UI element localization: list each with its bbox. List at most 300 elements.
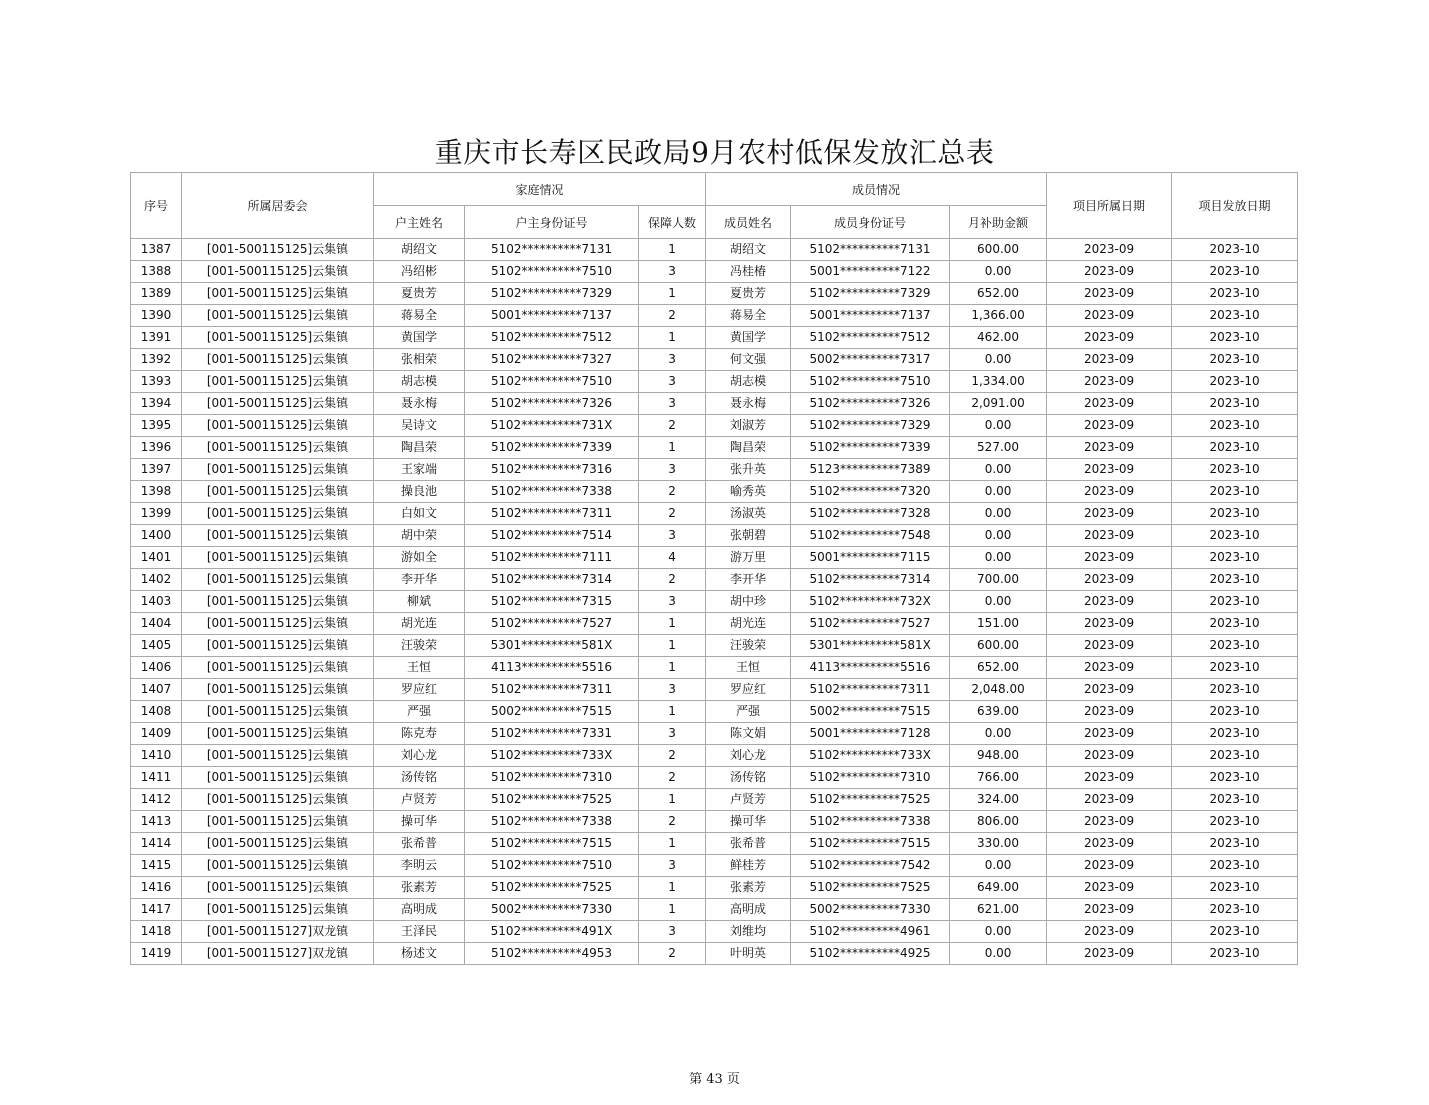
table-row (131, 789, 1298, 811)
cell-head-id: 5102**********7311 (465, 503, 639, 525)
cell-monthly-amount: 649.00 (950, 877, 1047, 899)
cell-committee: [001-500115125]云集镇 (182, 371, 374, 393)
cell-member-id: 5102**********7329 (791, 283, 950, 305)
cell-seq: 1400 (131, 525, 182, 547)
cell-protected-count: 2 (639, 503, 706, 525)
cell-member-id: 5301**********581X (791, 635, 950, 657)
cell-member-id: 5102**********7515 (791, 833, 950, 855)
cell-project-date: 2023-09 (1047, 591, 1172, 613)
table-row (131, 371, 1298, 393)
cell-head-name: 冯绍彬 (374, 261, 465, 283)
cell-head-id: 5102**********7314 (465, 569, 639, 591)
cell-head-id: 5102**********7338 (465, 811, 639, 833)
cell-head-name: 柳斌 (374, 591, 465, 613)
table-row (131, 613, 1298, 635)
header-member-group: 成员情况 (706, 173, 1047, 206)
cell-monthly-amount: 600.00 (950, 239, 1047, 261)
cell-head-name: 操良池 (374, 481, 465, 503)
cell-seq: 1417 (131, 899, 182, 921)
cell-protected-count: 1 (639, 789, 706, 811)
cell-monthly-amount: 462.00 (950, 327, 1047, 349)
cell-committee: [001-500115125]云集镇 (182, 811, 374, 833)
cell-member-id: 5102**********7329 (791, 415, 950, 437)
cell-monthly-amount: 0.00 (950, 921, 1047, 943)
cell-project-date: 2023-09 (1047, 261, 1172, 283)
cell-project-date: 2023-09 (1047, 305, 1172, 327)
cell-member-id: 5002**********7317 (791, 349, 950, 371)
cell-seq: 1405 (131, 635, 182, 657)
cell-head-id: 5102**********7311 (465, 679, 639, 701)
cell-monthly-amount: 0.00 (950, 723, 1047, 745)
cell-head-name: 陶昌荣 (374, 437, 465, 459)
cell-committee: [001-500115125]云集镇 (182, 635, 374, 657)
cell-project-date: 2023-09 (1047, 481, 1172, 503)
cell-member-id: 5102**********7314 (791, 569, 950, 591)
cell-seq: 1413 (131, 811, 182, 833)
cell-seq: 1418 (131, 921, 182, 943)
cell-member-id: 5102**********7338 (791, 811, 950, 833)
cell-committee: [001-500115125]云集镇 (182, 437, 374, 459)
cell-monthly-amount: 1,334.00 (950, 371, 1047, 393)
cell-monthly-amount: 0.00 (950, 525, 1047, 547)
cell-member-name: 鲜桂芳 (706, 855, 791, 877)
cell-committee: [001-500115125]云集镇 (182, 415, 374, 437)
page-number: 第 43 页 (689, 1072, 740, 1087)
cell-member-id: 5002**********7330 (791, 899, 950, 921)
cell-head-id: 4113**********5516 (465, 657, 639, 679)
cell-issue-date: 2023-10 (1172, 591, 1298, 613)
cell-protected-count: 3 (639, 921, 706, 943)
cell-monthly-amount: 0.00 (950, 591, 1047, 613)
cell-protected-count: 3 (639, 723, 706, 745)
cell-protected-count: 2 (639, 811, 706, 833)
cell-member-id: 5102**********7548 (791, 525, 950, 547)
cell-head-id: 5102**********7331 (465, 723, 639, 745)
table-row (131, 767, 1298, 789)
cell-issue-date: 2023-10 (1172, 657, 1298, 679)
cell-protected-count: 3 (639, 393, 706, 415)
cell-project-date: 2023-09 (1047, 921, 1172, 943)
cell-member-id: 5102**********732X (791, 591, 950, 613)
cell-member-name: 张朝碧 (706, 525, 791, 547)
cell-issue-date: 2023-10 (1172, 899, 1298, 921)
cell-member-id: 5102**********7339 (791, 437, 950, 459)
cell-committee: [001-500115125]云集镇 (182, 833, 374, 855)
cell-seq: 1410 (131, 745, 182, 767)
cell-member-name: 王恒 (706, 657, 791, 679)
cell-member-name: 蒋易全 (706, 305, 791, 327)
cell-member-id: 5102**********7525 (791, 789, 950, 811)
table-row (131, 327, 1298, 349)
cell-head-id: 5301**********581X (465, 635, 639, 657)
cell-protected-count: 3 (639, 261, 706, 283)
header-member-id: 成员身份证号 (791, 206, 950, 239)
cell-head-name: 操可华 (374, 811, 465, 833)
cell-committee: [001-500115125]云集镇 (182, 305, 374, 327)
cell-protected-count: 1 (639, 701, 706, 723)
cell-issue-date: 2023-10 (1172, 943, 1298, 965)
cell-committee: [001-500115125]云集镇 (182, 569, 374, 591)
cell-member-name: 汪骏荣 (706, 635, 791, 657)
cell-committee: [001-500115125]云集镇 (182, 745, 374, 767)
cell-member-name: 胡光连 (706, 613, 791, 635)
cell-protected-count: 2 (639, 481, 706, 503)
cell-head-id: 5102**********7339 (465, 437, 639, 459)
header-member-name: 成员姓名 (706, 206, 791, 239)
cell-committee: [001-500115125]云集镇 (182, 349, 374, 371)
cell-member-id: 5102**********7527 (791, 613, 950, 635)
cell-monthly-amount: 0.00 (950, 349, 1047, 371)
cell-committee: [001-500115125]云集镇 (182, 855, 374, 877)
cell-project-date: 2023-09 (1047, 701, 1172, 723)
table-row (131, 635, 1298, 657)
cell-project-date: 2023-09 (1047, 415, 1172, 437)
cell-project-date: 2023-09 (1047, 855, 1172, 877)
cell-member-id: 5102**********4925 (791, 943, 950, 965)
cell-member-id: 5102**********4961 (791, 921, 950, 943)
cell-project-date: 2023-09 (1047, 899, 1172, 921)
cell-monthly-amount: 151.00 (950, 613, 1047, 635)
cell-head-id: 5102**********7310 (465, 767, 639, 789)
table-row (131, 701, 1298, 723)
cell-seq: 1396 (131, 437, 182, 459)
cell-seq: 1394 (131, 393, 182, 415)
cell-member-name: 陶昌荣 (706, 437, 791, 459)
cell-head-name: 卢贤芳 (374, 789, 465, 811)
cell-member-id: 5123**********7389 (791, 459, 950, 481)
header-family-group: 家庭情况 (374, 173, 706, 206)
cell-project-date: 2023-09 (1047, 943, 1172, 965)
cell-issue-date: 2023-10 (1172, 701, 1298, 723)
cell-head-name: 聂永梅 (374, 393, 465, 415)
cell-committee: [001-500115125]云集镇 (182, 701, 374, 723)
cell-committee: [001-500115127]双龙镇 (182, 921, 374, 943)
summary-table (130, 172, 1298, 965)
cell-seq: 1419 (131, 943, 182, 965)
cell-committee: [001-500115125]云集镇 (182, 679, 374, 701)
cell-protected-count: 1 (639, 283, 706, 305)
table-header (131, 173, 1298, 239)
cell-head-id: 5102**********491X (465, 921, 639, 943)
cell-head-name: 张希普 (374, 833, 465, 855)
cell-committee: [001-500115125]云集镇 (182, 481, 374, 503)
cell-seq: 1389 (131, 283, 182, 305)
cell-member-name: 喻秀英 (706, 481, 791, 503)
cell-seq: 1415 (131, 855, 182, 877)
cell-member-name: 严强 (706, 701, 791, 723)
cell-issue-date: 2023-10 (1172, 371, 1298, 393)
cell-project-date: 2023-09 (1047, 723, 1172, 745)
cell-committee: [001-500115125]云集镇 (182, 459, 374, 481)
cell-member-name: 张希普 (706, 833, 791, 855)
cell-head-name: 白如文 (374, 503, 465, 525)
cell-issue-date: 2023-10 (1172, 503, 1298, 525)
cell-committee: [001-500115125]云集镇 (182, 525, 374, 547)
cell-member-name: 游万里 (706, 547, 791, 569)
table-body (131, 239, 1298, 965)
cell-issue-date: 2023-10 (1172, 833, 1298, 855)
table-row (131, 591, 1298, 613)
cell-head-name: 王家端 (374, 459, 465, 481)
cell-committee: [001-500115127]双龙镇 (182, 943, 374, 965)
cell-issue-date: 2023-10 (1172, 481, 1298, 503)
header-committee: 所属居委会 (182, 173, 374, 239)
cell-member-name: 冯桂椿 (706, 261, 791, 283)
table-row (131, 547, 1298, 569)
cell-member-id: 5102**********7542 (791, 855, 950, 877)
cell-member-name: 胡志模 (706, 371, 791, 393)
cell-issue-date: 2023-10 (1172, 283, 1298, 305)
cell-head-id: 5102**********7338 (465, 481, 639, 503)
cell-seq: 1409 (131, 723, 182, 745)
cell-issue-date: 2023-10 (1172, 569, 1298, 591)
cell-seq: 1402 (131, 569, 182, 591)
cell-monthly-amount: 2,091.00 (950, 393, 1047, 415)
cell-member-name: 刘心龙 (706, 745, 791, 767)
cell-member-id: 5102**********7310 (791, 767, 950, 789)
cell-issue-date: 2023-10 (1172, 393, 1298, 415)
cell-monthly-amount: 652.00 (950, 657, 1047, 679)
cell-head-name: 张素芳 (374, 877, 465, 899)
cell-head-id: 5102**********7527 (465, 613, 639, 635)
cell-protected-count: 2 (639, 745, 706, 767)
cell-head-id: 5002**********7515 (465, 701, 639, 723)
cell-protected-count: 1 (639, 327, 706, 349)
cell-monthly-amount: 0.00 (950, 943, 1047, 965)
cell-project-date: 2023-09 (1047, 393, 1172, 415)
cell-protected-count: 2 (639, 767, 706, 789)
cell-monthly-amount: 0.00 (950, 503, 1047, 525)
table-row (131, 481, 1298, 503)
cell-monthly-amount: 1,366.00 (950, 305, 1047, 327)
cell-head-name: 胡光连 (374, 613, 465, 635)
cell-head-id: 5002**********7330 (465, 899, 639, 921)
cell-monthly-amount: 0.00 (950, 459, 1047, 481)
cell-protected-count: 3 (639, 591, 706, 613)
cell-monthly-amount: 0.00 (950, 481, 1047, 503)
cell-seq: 1390 (131, 305, 182, 327)
cell-protected-count: 4 (639, 547, 706, 569)
cell-protected-count: 1 (639, 899, 706, 921)
cell-monthly-amount: 2,048.00 (950, 679, 1047, 701)
header-protected-count: 保障人数 (639, 206, 706, 239)
cell-issue-date: 2023-10 (1172, 459, 1298, 481)
cell-issue-date: 2023-10 (1172, 635, 1298, 657)
cell-monthly-amount: 0.00 (950, 547, 1047, 569)
cell-project-date: 2023-09 (1047, 657, 1172, 679)
cell-project-date: 2023-09 (1047, 503, 1172, 525)
table-row (131, 459, 1298, 481)
cell-head-name: 胡中荣 (374, 525, 465, 547)
cell-member-name: 汤淑英 (706, 503, 791, 525)
cell-head-id: 5102**********7131 (465, 239, 639, 261)
cell-monthly-amount: 527.00 (950, 437, 1047, 459)
cell-member-id: 5102**********7320 (791, 481, 950, 503)
cell-issue-date: 2023-10 (1172, 811, 1298, 833)
table-row (131, 349, 1298, 371)
table-row (131, 679, 1298, 701)
cell-committee: [001-500115125]云集镇 (182, 327, 374, 349)
cell-project-date: 2023-09 (1047, 635, 1172, 657)
cell-member-name: 黄国学 (706, 327, 791, 349)
cell-committee: [001-500115125]云集镇 (182, 767, 374, 789)
cell-monthly-amount: 948.00 (950, 745, 1047, 767)
table-row (131, 943, 1298, 965)
table-row (131, 261, 1298, 283)
cell-head-name: 吴诗文 (374, 415, 465, 437)
cell-protected-count: 1 (639, 239, 706, 261)
cell-head-id: 5102**********7510 (465, 261, 639, 283)
cell-head-name: 汪骏荣 (374, 635, 465, 657)
cell-member-name: 聂永梅 (706, 393, 791, 415)
cell-head-id: 5102**********731X (465, 415, 639, 437)
cell-issue-date: 2023-10 (1172, 349, 1298, 371)
cell-project-date: 2023-09 (1047, 349, 1172, 371)
cell-seq: 1414 (131, 833, 182, 855)
cell-protected-count: 3 (639, 371, 706, 393)
cell-head-name: 王泽民 (374, 921, 465, 943)
cell-member-name: 操可华 (706, 811, 791, 833)
cell-seq: 1412 (131, 789, 182, 811)
cell-member-name: 刘维均 (706, 921, 791, 943)
cell-head-name: 蒋易全 (374, 305, 465, 327)
cell-monthly-amount: 330.00 (950, 833, 1047, 855)
cell-head-name: 陈克寿 (374, 723, 465, 745)
cell-head-id: 5102**********7514 (465, 525, 639, 547)
cell-project-date: 2023-09 (1047, 437, 1172, 459)
cell-head-id: 5102**********7515 (465, 833, 639, 855)
cell-project-date: 2023-09 (1047, 239, 1172, 261)
cell-issue-date: 2023-10 (1172, 767, 1298, 789)
cell-issue-date: 2023-10 (1172, 723, 1298, 745)
cell-head-name: 游如全 (374, 547, 465, 569)
cell-protected-count: 1 (639, 877, 706, 899)
cell-member-name: 张素芳 (706, 877, 791, 899)
table-row (131, 415, 1298, 437)
cell-head-id: 5001**********7137 (465, 305, 639, 327)
cell-seq: 1407 (131, 679, 182, 701)
cell-member-name: 高明成 (706, 899, 791, 921)
cell-member-name: 胡绍文 (706, 239, 791, 261)
cell-member-id: 4113**********5516 (791, 657, 950, 679)
cell-issue-date: 2023-10 (1172, 547, 1298, 569)
cell-committee: [001-500115125]云集镇 (182, 613, 374, 635)
cell-committee: [001-500115125]云集镇 (182, 591, 374, 613)
cell-committee: [001-500115125]云集镇 (182, 657, 374, 679)
cell-project-date: 2023-09 (1047, 877, 1172, 899)
cell-project-date: 2023-09 (1047, 371, 1172, 393)
header-seq: 序号 (131, 173, 182, 239)
table-row (131, 305, 1298, 327)
cell-head-name: 胡绍文 (374, 239, 465, 261)
cell-head-id: 5102**********7315 (465, 591, 639, 613)
cell-monthly-amount: 806.00 (950, 811, 1047, 833)
cell-head-id: 5102**********7510 (465, 855, 639, 877)
cell-seq: 1395 (131, 415, 182, 437)
cell-project-date: 2023-09 (1047, 745, 1172, 767)
cell-protected-count: 1 (639, 437, 706, 459)
cell-head-name: 刘心龙 (374, 745, 465, 767)
cell-member-name: 胡中珍 (706, 591, 791, 613)
cell-issue-date: 2023-10 (1172, 437, 1298, 459)
cell-member-name: 张升英 (706, 459, 791, 481)
cell-project-date: 2023-09 (1047, 525, 1172, 547)
cell-member-name: 汤传铭 (706, 767, 791, 789)
cell-head-name: 罗应红 (374, 679, 465, 701)
cell-committee: [001-500115125]云集镇 (182, 547, 374, 569)
cell-member-id: 5102**********7510 (791, 371, 950, 393)
cell-protected-count: 3 (639, 679, 706, 701)
cell-member-id: 5001**********7137 (791, 305, 950, 327)
cell-member-id: 5102**********7512 (791, 327, 950, 349)
cell-issue-date: 2023-10 (1172, 855, 1298, 877)
cell-member-id: 5102**********7311 (791, 679, 950, 701)
cell-committee: [001-500115125]云集镇 (182, 789, 374, 811)
cell-head-id: 5102**********7525 (465, 789, 639, 811)
cell-seq: 1388 (131, 261, 182, 283)
cell-member-id: 5102**********7328 (791, 503, 950, 525)
cell-project-date: 2023-09 (1047, 613, 1172, 635)
table-row (131, 877, 1298, 899)
cell-head-name: 王恒 (374, 657, 465, 679)
table-row (131, 569, 1298, 591)
cell-project-date: 2023-09 (1047, 327, 1172, 349)
cell-issue-date: 2023-10 (1172, 327, 1298, 349)
cell-issue-date: 2023-10 (1172, 745, 1298, 767)
cell-committee: [001-500115125]云集镇 (182, 261, 374, 283)
cell-head-name: 李开华 (374, 569, 465, 591)
cell-member-name: 李开华 (706, 569, 791, 591)
cell-committee: [001-500115125]云集镇 (182, 723, 374, 745)
cell-head-id: 5102**********7326 (465, 393, 639, 415)
cell-seq: 1403 (131, 591, 182, 613)
cell-seq: 1406 (131, 657, 182, 679)
cell-project-date: 2023-09 (1047, 811, 1172, 833)
cell-head-name: 张相荣 (374, 349, 465, 371)
cell-protected-count: 1 (639, 635, 706, 657)
cell-head-name: 严强 (374, 701, 465, 723)
cell-member-id: 5002**********7515 (791, 701, 950, 723)
table-row (131, 503, 1298, 525)
cell-member-id: 5001**********7115 (791, 547, 950, 569)
cell-issue-date: 2023-10 (1172, 921, 1298, 943)
cell-head-id: 5102**********7525 (465, 877, 639, 899)
cell-committee: [001-500115125]云集镇 (182, 877, 374, 899)
cell-head-name: 汤传铭 (374, 767, 465, 789)
cell-seq: 1411 (131, 767, 182, 789)
header-issue-date: 项目发放日期 (1172, 173, 1298, 239)
cell-protected-count: 1 (639, 613, 706, 635)
cell-seq: 1387 (131, 239, 182, 261)
table-row (131, 283, 1298, 305)
table-row (131, 723, 1298, 745)
cell-head-name: 黄国学 (374, 327, 465, 349)
cell-committee: [001-500115125]云集镇 (182, 393, 374, 415)
cell-member-id: 5102**********7525 (791, 877, 950, 899)
table-row (131, 525, 1298, 547)
table-row (131, 899, 1298, 921)
cell-head-id: 5102**********7510 (465, 371, 639, 393)
table-row (131, 921, 1298, 943)
table-row (131, 811, 1298, 833)
cell-committee: [001-500115125]云集镇 (182, 239, 374, 261)
cell-head-name: 李明云 (374, 855, 465, 877)
cell-head-id: 5102**********7316 (465, 459, 639, 481)
cell-seq: 1404 (131, 613, 182, 635)
page-title: 重庆市长寿区民政局9月农村低保发放汇总表 (434, 136, 995, 169)
cell-seq: 1392 (131, 349, 182, 371)
cell-project-date: 2023-09 (1047, 789, 1172, 811)
